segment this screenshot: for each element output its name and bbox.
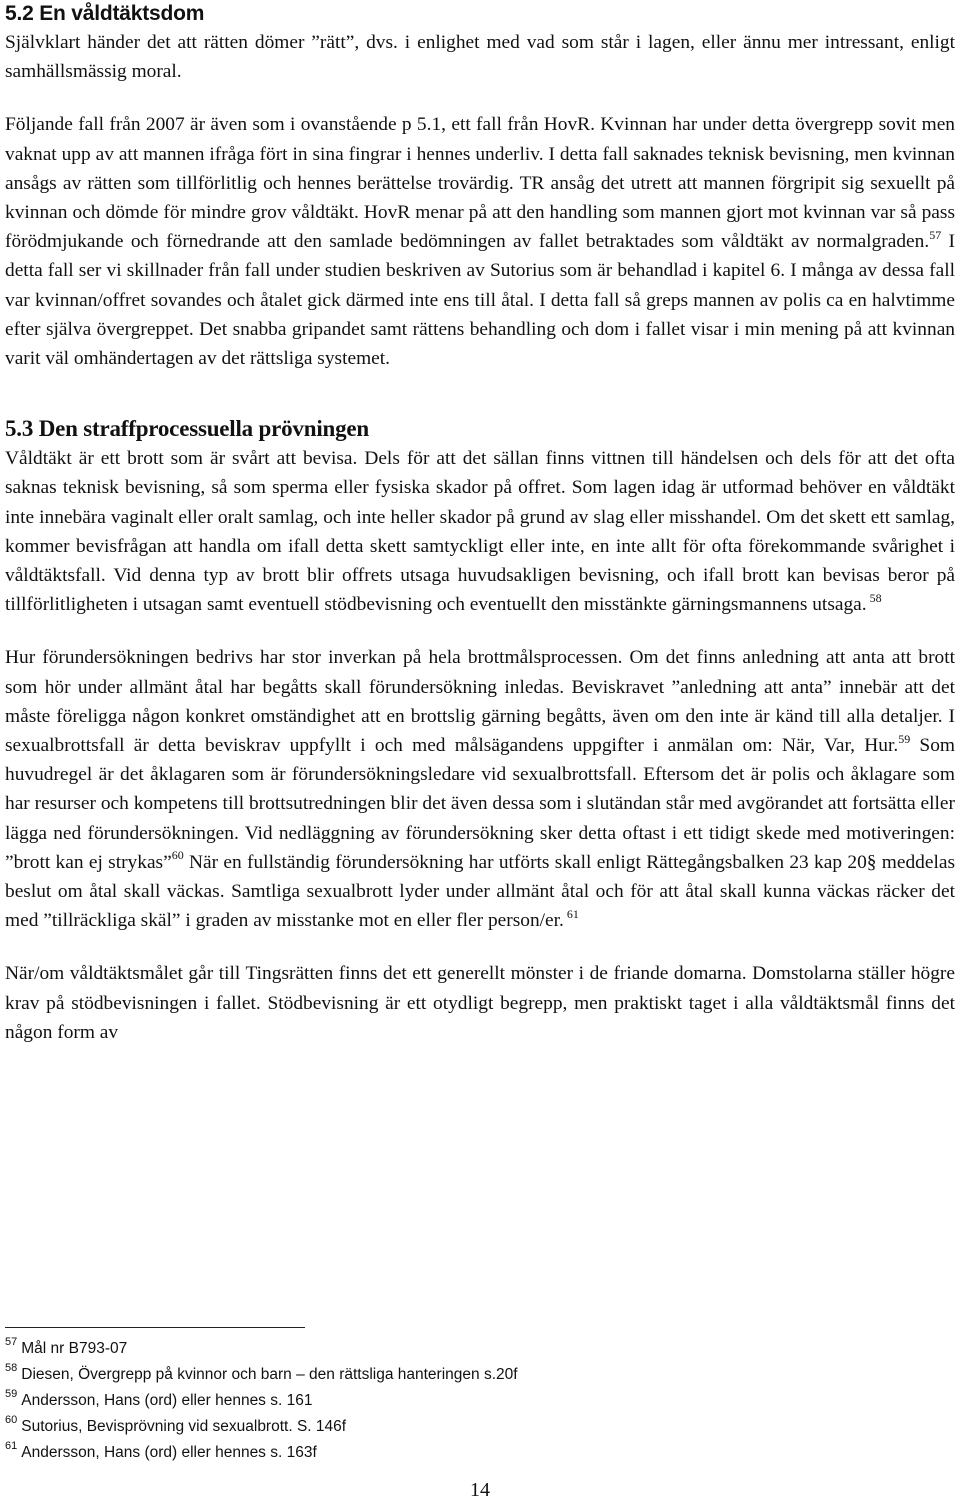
paragraph-text: När/om våldtäktsmålet går till Tingsrätten finns det ett generellt mönster i de friande domarna. Domstolarna ställer högre krav på stödbevisningen i fallet. Stödbevisning är ett otydligt begrepp, men praktiskt taget i alla våldtäktsmål finns det någon form av	[5, 963, 955, 1043]
footnote-item	[5, 1440, 905, 1466]
footnote-ref-57[interactable]: 57	[929, 227, 942, 242]
section-heading-5-2: 5.2 En våldtäktsdom	[5, 2, 205, 25]
footnote-ref-59[interactable]: 59	[898, 731, 911, 746]
paragraph-text: Våldtäkt är ett brott som är svårt att bevisa. Dels för att det sällan finns vittnen till händelsen och dels för att det ofta saknas teknisk bevisning, så som sperma eller fysiska skador på offret. Som lagen idag är utformad behöver en våldtäkt inte innebära vaginalt eller oralt samlag, och inte heller skador på grund av slag eller misshandel. Om det skett ett samlag, kommer bevisfrågan att handla om ifall detta skett samtyckligt eller inte, en inte allt för ofta förekommande svårighet i våldtäktsfall. Vid denna typ av brott blir offrets utsaga huvudsakligen bevisning, och ifall brott kan bevisas beror på tillförlitligheten i utsagan samt eventuell stödbevisning och eventuellt den misstänkte gärningsmannens utsaga.	[5, 448, 955, 616]
footnote-ref-58[interactable]: 58	[866, 590, 882, 605]
footnote-ref-61[interactable]: 61	[563, 906, 579, 921]
paragraph-evidence	[5, 444, 955, 619]
paragraph-text: Hur förundersökningen bedrivs har stor inverkan på hela brottmålsprocessen. Om det finns anledning att anta att brott som hör under allmänt åtal har begåtts skall förundersökning inledas. Beviskravet ”anledning att anta” innebär att det måste föreligga någon konkret omständighet att en brottslig gärning begåtts, även om den inte är känd till alla detaljer. I sexualbrottsfall är detta beviskrav uppfyllt i och med målsägandens uppgifter i anmälan om: När, Var, Hur.	[5, 647, 955, 757]
section-heading-5-3: 5.3 Den straffprocessuella prövningen	[5, 416, 370, 442]
footnote-item	[5, 1388, 905, 1414]
paragraph-text: I detta fall ser vi skillnader från fall under studien beskriven av Sutorius som är behandlad i kapitel 6. I många av dessa fall var kvinnan/offret sovandes och åtalet gick därmed inte ens till åtal. I detta fall så greps mannen av polis ca en halvtimme efter själva övergreppet. Det snabba gripandet samt rättens behandling och dom i fallet visar i min mening på att kvinnan varit väl omhändertagen av det rättsliga systemet.	[5, 231, 955, 370]
footnote-number: 58	[5, 1361, 18, 1374]
footnotes-list	[5, 1336, 905, 1466]
footnote-text: Andersson, Hans (ord) eller hennes s. 161	[21, 1392, 313, 1409]
footnote-number: 60	[5, 1413, 18, 1426]
footnote-text: Mål nr B793-07	[21, 1340, 128, 1357]
paragraph-text: Självklart händer det att rätten dömer ”rätt”, dvs. i enlighet med vad som står i lagen, eller ännu mer intressant, enligt samhällsmässig moral.	[5, 32, 955, 83]
footnote-item	[5, 1362, 905, 1388]
paragraph-text: Som huvudregel är det åklagaren som är förundersökningsledare vid sexualbrottsfall. Eftersom det är polis och åklagare som har resurser och kompetens till brottsutredningen blir det även dessa som i slutändan står med avgörandet att fortsätta eller lägga ned förundersökningen. Vid nedläggning av förundersökning sker detta oftast i ett tidigt skede med motiveringen: ”brott kan ej strykas”	[5, 735, 955, 873]
document-body	[5, 0, 955, 1047]
footnote-divider	[5, 1327, 305, 1328]
footnote-item	[5, 1414, 905, 1440]
footnote-number: 59	[5, 1387, 18, 1400]
footnote-text: Andersson, Hans (ord) eller hennes s. 163f	[21, 1444, 317, 1461]
footnote-ref-60[interactable]: 60	[171, 848, 184, 863]
paragraph-text: När en fullständig förundersökning har utförts skall enligt Rättegångsbalken 23 kap 20§ meddelas beslut om åtal skall väckas. Samtliga sexualbrott lyder under allmänt åtal och för att åtal skall kunna väckas räcker det med ”tillräckliga skäl” i graden av misstanke mot en eller fler person/er.	[5, 851, 955, 932]
footnote-number: 61	[5, 1439, 18, 1452]
paragraph-text: Följande fall från 2007 är även som i ovanstående p 5.1, ett fall från HovR. Kvinnan har under detta övergrepp sovit men vaknat upp av att mannen ifråga fört in sina fingrar i hennes underliv. I detta fall saknades teknisk bevisning, men kvinnan ansågs av rätten som tillförlitlig och hennes berättelse trovärdig. TR ansåg det utrett att mannen förgripit sig sexuellt på kvinnan och dömde för mindre grov våldtäkt. HovR menar på att den handling som mannen gjort mot kvinnan var så pass förödmjukande och förnedrande att den samlade bedömningen av fallet betraktades som våldtäkt av normalgraden.	[5, 114, 955, 253]
footnote-text: Sutorius, Bevisprövning vid sexualbrott. S. 146f	[21, 1418, 347, 1435]
footnote-number: 57	[5, 1335, 18, 1348]
footnote-text: Diesen, Övergrepp på kvinnor och barn – den rättsliga hanteringen s.20f	[21, 1366, 518, 1383]
paragraph-intro	[5, 28, 955, 86]
paragraph-court	[5, 959, 955, 1047]
paragraph-case	[5, 110, 955, 373]
paragraph-investigation	[5, 643, 955, 935]
page-number: 14	[470, 1479, 490, 1501]
footnote-item	[5, 1336, 905, 1362]
